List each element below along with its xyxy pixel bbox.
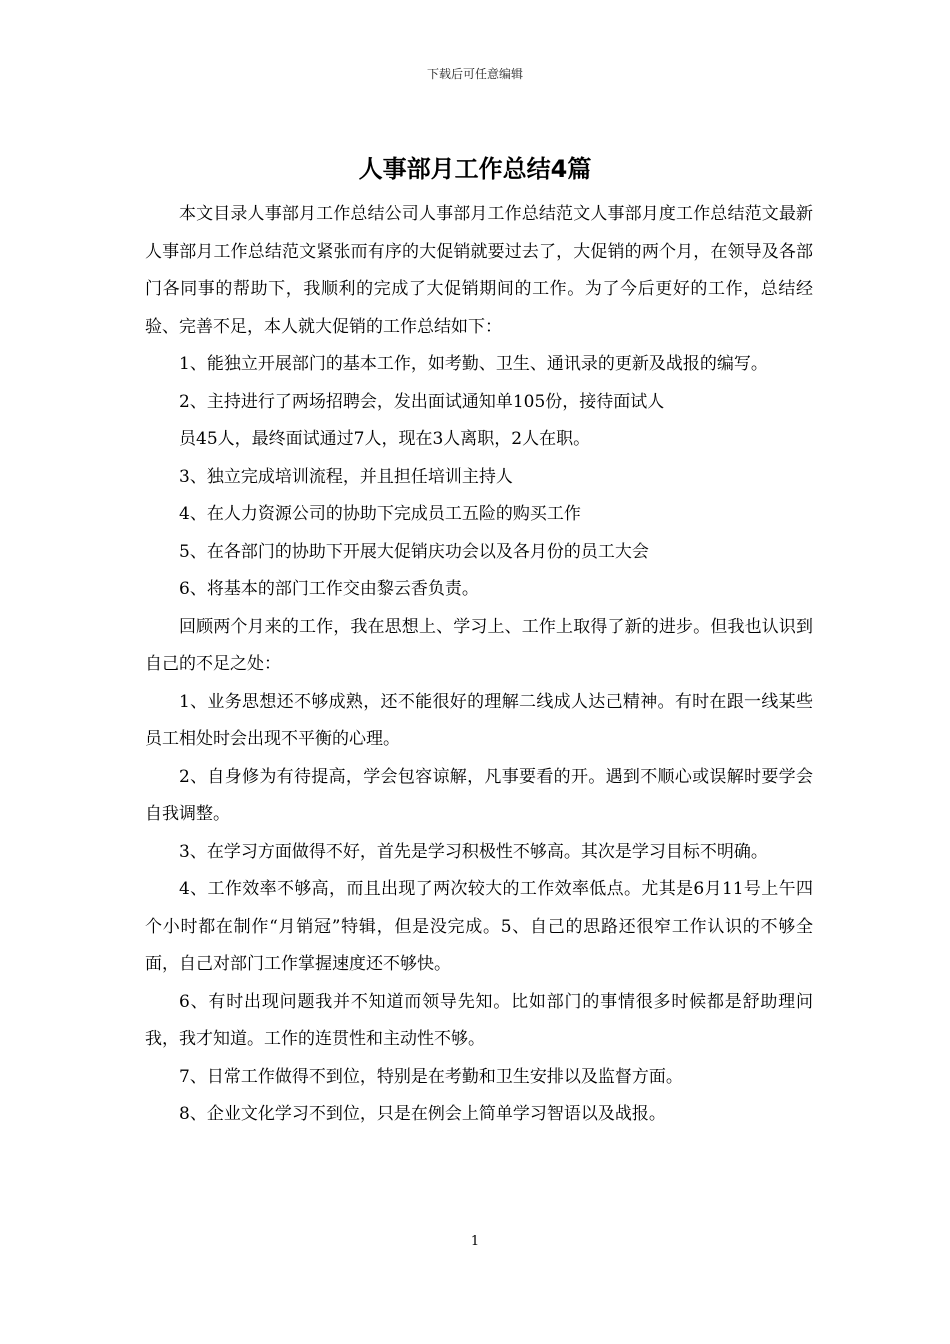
paragraph-shortcoming-3: 3、在学习方面做得不好，首先是学习积极性不够高。其次是学习目标不明确。 — [179, 841, 768, 862]
paragraph-shortcoming-8: 8、企业文化学习不到位，只是在例会上简单学习智语以及战报。 — [179, 1104, 666, 1124]
paragraph-review: 回顾两个月来的工作，我在思想上、学习上、工作上取得了新的进步。但我也认识到自己的不足之处： — [145, 616, 813, 674]
paragraph-shortcoming-6: 6、有时出现问题我并不知道而领导先知。比如部门的事情很多时候都是舒助理问我，我才知道。工作的连贯性和主动性不够。 — [145, 991, 813, 1049]
paragraph-shortcoming-1: 1、业务思想还不够成熟，还不能很好的理解二线成人达己精神。有时在跟一线某些员工相处时会出现不平衡的心理。 — [145, 691, 813, 749]
paragraph-item-2: 2、主持进行了两场招聘会，发出面试通知单105份，接待面试人 — [179, 391, 665, 412]
document-title: 人事部月工作总结4篇 — [358, 155, 592, 183]
document-body — [145, 196, 813, 1134]
paragraph-item-2-continued: 员45人，最终面试通过7人，现在3人离职，2人在职。 — [179, 429, 591, 449]
paragraph-shortcoming-4: 4、工作效率不够高，而且出现了两次较大的工作效率低点。尤其是6月11号上午四个小时都在制作“月销冠”特辑，但是没完成。5、自己的思路还很窄工作认识的不够全面，自己对部门工作掌握速度还不够快。 — [145, 879, 813, 974]
paragraph-item-3: 3、独立完成培训流程，并且担任培训主持人 — [179, 466, 513, 487]
paragraph-intro: 本文目录人事部月工作总结公司人事部月工作总结范文人事部月度工作总结范文最新人事部月工作总结范文紧张而有序的大促销就要过去了，大促销的两个月，在领导及各部门各同事的帮助下，我顺利的完成了大促销期间的工作。为了今后更好的工作，总结经验、完善不足，本人就大促销的工作总结如下： — [145, 204, 813, 337]
paragraph-item-5: 5、在各部门的协助下开展大促销庆功会以及各月份的员工大会 — [179, 541, 649, 562]
page-number: 1 — [470, 1234, 480, 1249]
header-note: 下载后可任意编辑 — [426, 67, 523, 81]
paragraph-shortcoming-7: 7、日常工作做得不到位，特别是在考勤和卫生安排以及监督方面。 — [179, 1066, 683, 1087]
paragraph-item-6: 6、将基本的部门工作交由黎云香负责。 — [179, 579, 479, 599]
paragraph-shortcoming-2: 2、自身修为有待提高，学会包容谅解，凡事要看的开。遇到不顺心或误解时要学会自我调整。 — [145, 766, 813, 824]
paragraph-item-1: 1、能独立开展部门的基本工作，如考勤、卫生、通讯录的更新及战报的编写。 — [179, 354, 768, 374]
paragraph-item-4: 4、在人力资源公司的协助下完成员工五险的购买工作 — [179, 504, 581, 524]
